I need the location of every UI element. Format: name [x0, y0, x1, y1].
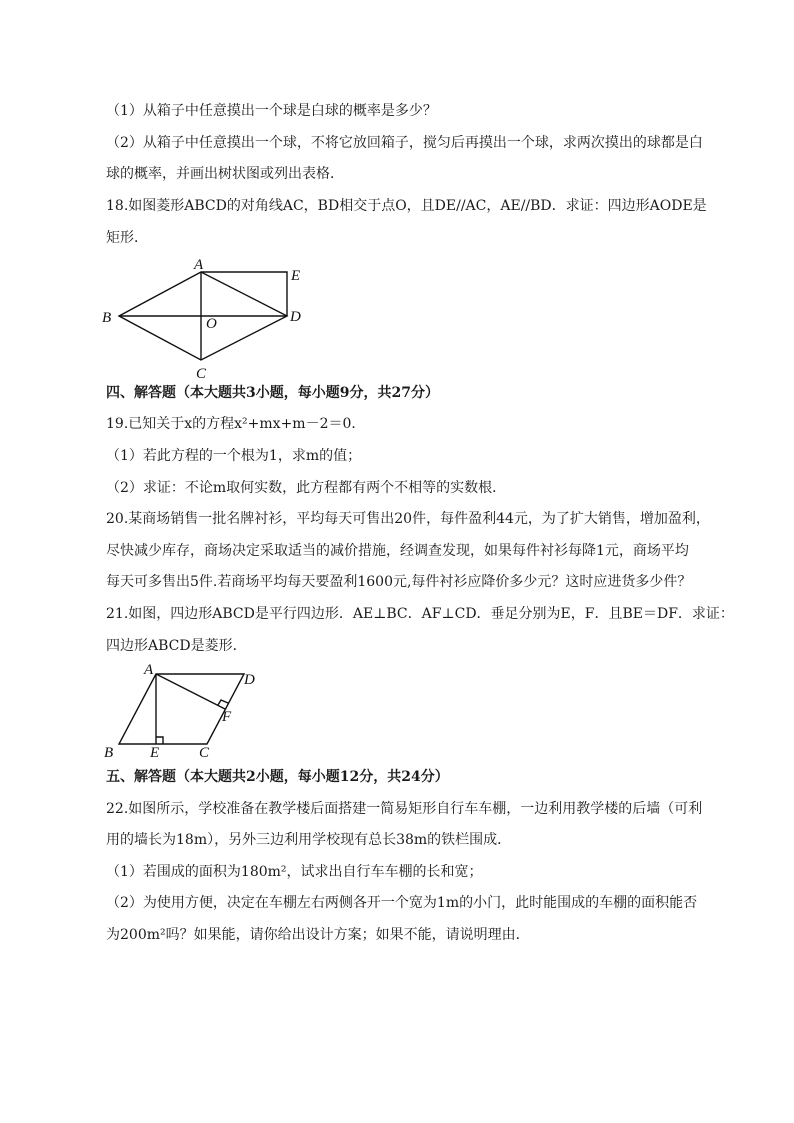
q21-line1: 21.如图，四边形ABCD是平行四边形．AE⊥BC．AF⊥CD．垂足分别为E，F．且BE＝DF．求证：	[106, 606, 734, 622]
q17-part2-line1: （2）从箱子中任意摸出一个球，不将它放回箱子，搅匀后再摸出一个球，求两次摸出的球都是白	[106, 135, 703, 151]
q17-part1: （1）从箱子中任意摸出一个球是白球的概率是多少？	[106, 103, 437, 119]
q22-line2: 用的墙长为18m），另外三边利用学校现有总长38m的铁栏围成．	[106, 832, 512, 848]
right-angle-f	[218, 700, 228, 705]
label-f: F	[222, 709, 232, 725]
q22-line1: 22.如图所示，学校准备在教学楼后面搭建一简易矩形自行车车棚，一边利用教学楼的后墙（可利	[106, 801, 703, 817]
q19-part2: （2）求证：不论m取何实数，此方程都有两个不相等的实数根．	[106, 480, 507, 496]
section-5-heading: 五、解答题（本大题共2小题，每小题12分，共24分）	[106, 769, 449, 785]
label-e: E	[150, 745, 160, 761]
q19-part1: （1）若此方程的一个根为1，求m的值；	[106, 448, 362, 464]
q21-line2: 四边形ABCD是菱形．	[106, 638, 247, 654]
label-c: C	[196, 366, 207, 380]
q22-part1: （1）若围成的面积为180m²，试求出自行车车棚的长和宽；	[106, 864, 483, 880]
label-o: O	[206, 316, 217, 332]
label-e: E	[291, 268, 301, 284]
q19-line1: 19.已知关于x的方程x²+mx+m－2＝0．	[106, 416, 366, 432]
q20-line3: 每天可多售出5件.若商场平均每天要盈利1600元,每件衬衫应降价多少元？这时应进货多少件？	[106, 574, 692, 590]
label-b: B	[102, 310, 112, 326]
q22-part2-line1: （2）为使用方便，决定在车棚左右两侧各开一个宽为1m的小门，此时能围成的车棚的面积能否	[106, 895, 698, 911]
label-a: A	[144, 662, 154, 678]
label-d: D	[244, 672, 255, 688]
altitude-af	[156, 674, 225, 709]
q20-line2: 尽快减少库存，商场决定采取适当的减价措施，经调查发现，如果每件衬衫每降1元，商场平均	[106, 543, 689, 559]
label-a: A	[194, 257, 204, 273]
label-c: C	[199, 745, 210, 761]
section-4-heading: 四、解答题（本大题共3小题，每小题9分，共27分）	[106, 385, 439, 401]
right-angle-e	[156, 737, 163, 744]
q17-part2-line2: 球的概率，并画出树状图或列出表格．	[106, 166, 344, 182]
q18-line1: 18.如图菱形ABCD的对角线AC，BD相交于点O，且DE//AC，AE//BD．求证：四边形AODE是	[106, 198, 707, 214]
parallelogram-figure	[98, 660, 268, 764]
q20-line1: 20.某商场销售一批名牌衬衫，平均每天可售出20件，每件盈利44元，为了扩大销售，增加盈利，	[106, 511, 710, 527]
label-d: D	[290, 309, 301, 325]
rhombus-figure	[98, 256, 318, 380]
q22-part2-line2: 为200m²吗？如果能，请你给出设计方案；如果不能，请说明理由．	[106, 927, 530, 943]
q18-line2: 矩形．	[106, 230, 148, 246]
label-b: B	[104, 745, 114, 761]
